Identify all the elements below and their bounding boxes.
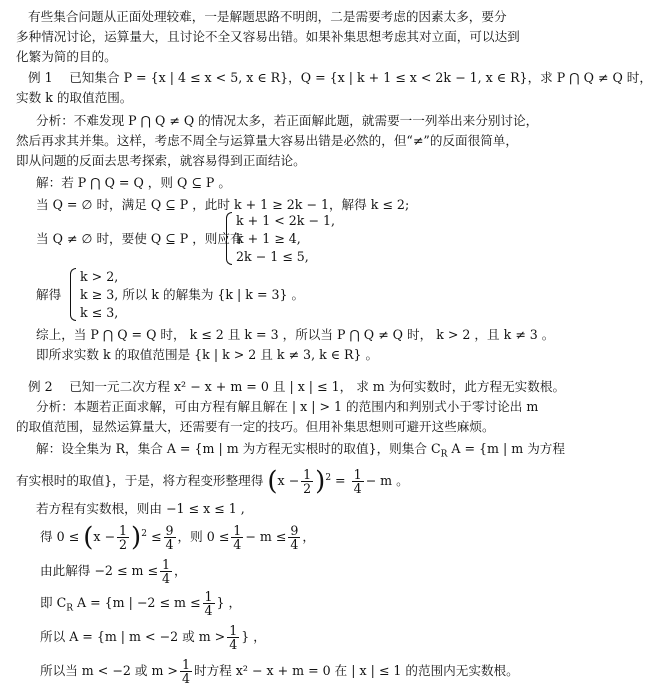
example1-solution-line-6: 即所求实数 k 的取值范围是 {k | k > 2 且 k ≠ 3, k ∈ R} 。: [36, 347, 379, 362]
system2-row-1: k > 2,: [80, 269, 119, 284]
example1-analysis-line-1: 分析：不难发现 P ⋂ Q ≠ Q 的情况太多，若正面解此题，就需要一一列举出来分别讨论，: [36, 113, 539, 128]
example1-solution-line-3: 当 Q ≠ ∅ 时，要使 Q ⊆ P ，则应有: [36, 231, 243, 246]
example2-question: 例 2 已知一元二次方程 x² − x + m = 0 且 | x | ≤ 1， 求 m 为何实数时，此方程无实数根。: [28, 379, 566, 394]
example2-solution-line-3: 若方程有实数根，则由 −1 ≤ x ≤ 1 ,: [36, 501, 245, 516]
system2-brace-top: [70, 268, 76, 295]
nine-quarters: $\frac{9}{4}$: [165, 523, 174, 552]
intro-line-1: 有些集合问题从正面处理较难，一是解题思路不明朗，二是需要考虑的因素太多，要分: [28, 9, 507, 24]
example1-analysis-line-3: 即从问题的反面去思考探索，就容易得到正面结论。: [16, 153, 306, 168]
example2-solution-line-5: 由此解得 −2 ≤ m ≤ $\frac{1}{4}$ ，: [40, 557, 187, 586]
system1-row-1: k + 1 < 2k − 1,: [236, 213, 335, 228]
square: 2: [325, 472, 332, 483]
solution-1-tail: A = {m | m 为方程: [447, 441, 565, 456]
example2-analysis-line-1: 分析：本题若正面求解，可由方程有解且解在 | x | > 1 的范围内和判别式小于零讨论出 m: [36, 399, 539, 414]
system1-row-3: 2k − 1 ≤ 5,: [236, 249, 309, 264]
one-half: $\frac{1}{2}$: [303, 467, 312, 496]
example2-solution-line-1: [36, 440, 565, 464]
solution-1-text: 解：设全集为 R，集合 A = {m | m 为方程无实根时的取值}，则集合 C: [36, 441, 441, 456]
solution-2-text: 有实根时的取值}，于是，将方程变形整理得: [16, 473, 264, 488]
complement-subscript: R: [440, 449, 448, 460]
example2-solution-line-2: [16, 468, 409, 495]
x-minus: x −: [277, 473, 300, 488]
example1-question-line-2: 实数 k 的取值范围。: [16, 90, 133, 105]
system2-brace-bottom: [70, 294, 76, 321]
example1-analysis-line-2: 然后再求其并集。这样，考虑不周全与运算量大容易出错是必然的，但“≠”的反面很简单，: [16, 133, 518, 148]
example2-analysis-line-2: 的取值范围，显然运算量大，还需要有一定的技巧。但用补集思想则可避开这些麻烦。: [16, 419, 495, 434]
system1-brace-top: [226, 212, 232, 239]
example1-solution-line-2: 当 Q = ∅ 时，满足 Q ⊆ P ，此时 k + 1 ≥ 2k − 1，解得 k ≤ 2;: [36, 197, 410, 212]
intro-line-3: 化繁为简的目的。: [16, 49, 117, 64]
example1-solution-line-1: 解：若 P ⋂ Q = Q ，则 Q ⊆ P 。: [36, 175, 231, 190]
example2-solution-line-8: 所以当 m < −2 或 m > $\frac{1}{4}$ 时方程 x² − x + m = 0 在 | x | ≤ 1 的范围内无实数根。: [40, 657, 519, 686]
intro-line-2: 多种情况讨论，运算量大，且讨论不全又容易出错。如果补集思想考虑其对立面，可以达到: [16, 29, 520, 44]
system2-row-3: k ≤ 3,: [80, 305, 119, 320]
system2-row-2: k ≥ 3, 所以 k 的解集为 {k | k = 3} 。: [80, 287, 305, 302]
example1-question-line-1: 例 1 已知集合 P = {x | 4 ≤ x < 5, x ∈ R}，Q = {x | k + 1 ≤ x < 2k − 1, x ∈ R}，求 P ⋂ Q ≠ Q 时，: [28, 70, 652, 85]
example1-solution-line-5: 综上，当 P ⋂ Q = Q 时， k ≤ 2 且 k = 3 ，所以当 P ⋂ Q ≠ Q 时， k > 2 ，且 k ≠ 3 。: [36, 327, 555, 342]
right-paren: ): [315, 466, 326, 497]
example1-solution-line-4: 解得: [36, 287, 62, 302]
example2-solution-line-6: 即 $C_R$ A = {m | −2 ≤ m ≤ $\frac{1}{4}$ } ，: [40, 589, 242, 618]
minus-m: − m 。: [365, 473, 409, 488]
example2-solution-line-4: 得 0 ≤ (x − $\frac{1}{2}$ )$^2$ ≤ $\frac{9}{4}$ ，则 0 ≤ $\frac{1}{4}$ − m ≤ $\frac{9}{4}$ ，: [40, 522, 315, 553]
system1-brace-bottom: [226, 238, 232, 265]
system1-row-2: k + 1 ≥ 4,: [236, 231, 301, 246]
left-paren: (: [267, 466, 278, 497]
equals: =: [331, 473, 350, 488]
example2-solution-line-7: 所以 A = {m | m < −2 或 m > $\frac{1}{4}$ } ，: [40, 623, 266, 652]
one-quarter: $\frac{1}{4}$: [353, 467, 362, 496]
